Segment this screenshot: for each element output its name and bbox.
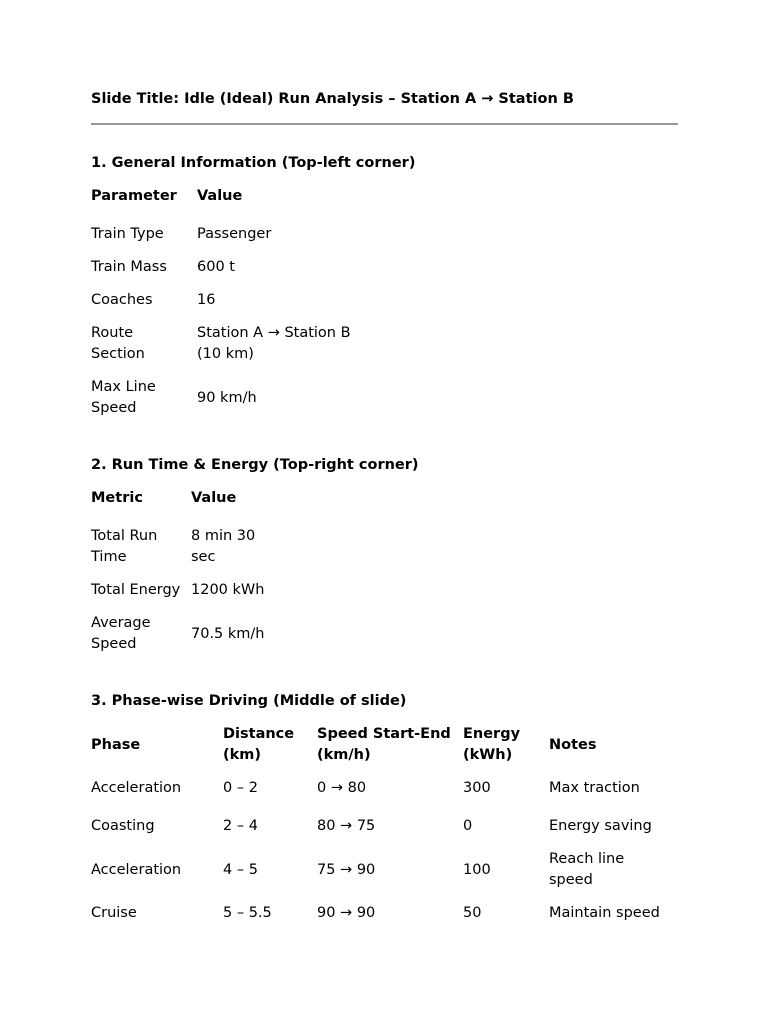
metric-name: Average Speed (91, 615, 151, 652)
column-header: Parameter (91, 187, 177, 204)
table-row (91, 574, 311, 607)
table-header-row (91, 185, 397, 207)
table-row (91, 897, 678, 930)
phase-speed: 0 → 80 (317, 780, 367, 796)
table-row (91, 607, 311, 661)
table-row (91, 251, 397, 284)
phase-speed: 75 → 90 (317, 861, 376, 878)
phase-driving-table (91, 723, 678, 930)
param-name: Max Line Speed (91, 379, 156, 416)
metric-value: 8 min 30 sec (191, 528, 256, 565)
phase-driving-heading: 3. Phase-wise Driving (Middle of slide) (91, 693, 407, 709)
column-header: Energy (kWh) (463, 726, 521, 763)
phase-distance: 0 – 2 (223, 780, 258, 796)
param-name: Route Section (91, 325, 145, 362)
phase-speed: 90 → 90 (317, 905, 376, 921)
metric-name: Total Run Time (91, 528, 158, 565)
metric-name: Total Energy (91, 582, 181, 598)
table-row (91, 371, 397, 425)
column-header: Value (197, 187, 243, 204)
column-header: Distance (km) (223, 726, 295, 763)
phase-energy: 50 (463, 905, 482, 921)
column-header: Phase (91, 736, 141, 753)
phase-name: Cruise (91, 905, 137, 921)
table-row (91, 810, 678, 843)
phase-notes: Max traction (549, 780, 640, 796)
phase-speed: 80 → 75 (317, 818, 376, 834)
param-name: Coaches (91, 292, 153, 308)
phase-energy: 300 (463, 780, 491, 796)
phase-name: Coasting (91, 818, 155, 834)
param-name: Train Mass (91, 259, 167, 275)
phase-notes: Reach line speed (549, 851, 625, 888)
slide-title: Slide Title: Idle (Ideal) Run Analysis – Station A → Station B (91, 91, 574, 107)
param-value: Passenger (197, 226, 272, 242)
column-header: Value (191, 489, 237, 506)
phase-distance: 4 – 5 (223, 861, 258, 878)
table-row (91, 520, 311, 574)
table-row (91, 843, 678, 897)
param-name: Train Type (91, 226, 164, 242)
table-header-row (91, 487, 311, 509)
title-divider (91, 123, 678, 125)
table-row (91, 218, 397, 251)
phase-energy: 0 (463, 818, 473, 834)
table-row (91, 284, 397, 317)
phase-name: Acceleration (91, 780, 182, 796)
column-header: Speed Start-End (km/h) (317, 726, 451, 763)
metric-value: 1200 kWh (191, 582, 265, 598)
column-header: Metric (91, 489, 143, 506)
column-header: Notes (549, 736, 597, 753)
phase-name: Acceleration (91, 861, 182, 878)
param-value: 90 km/h (197, 389, 257, 406)
table-row (91, 767, 678, 810)
param-value: 600 t (197, 259, 235, 275)
general-info-heading: 1. General Information (Top-left corner) (91, 155, 416, 171)
general-info-table (91, 185, 397, 425)
phase-energy: 100 (463, 861, 491, 878)
table-header-row (91, 723, 678, 767)
table-row (91, 317, 397, 371)
run-energy-heading: 2. Run Time & Energy (Top-right corner) (91, 457, 419, 473)
phase-notes: Energy saving (549, 818, 652, 834)
phase-distance: 5 – 5.5 (223, 905, 272, 921)
phase-distance: 2 – 4 (223, 818, 258, 834)
param-value: 16 (197, 292, 216, 308)
param-value: Station A → Station B (10 km) (197, 325, 351, 362)
metric-value: 70.5 km/h (191, 625, 265, 642)
run-energy-table (91, 487, 311, 661)
phase-notes: Maintain speed (549, 905, 660, 921)
